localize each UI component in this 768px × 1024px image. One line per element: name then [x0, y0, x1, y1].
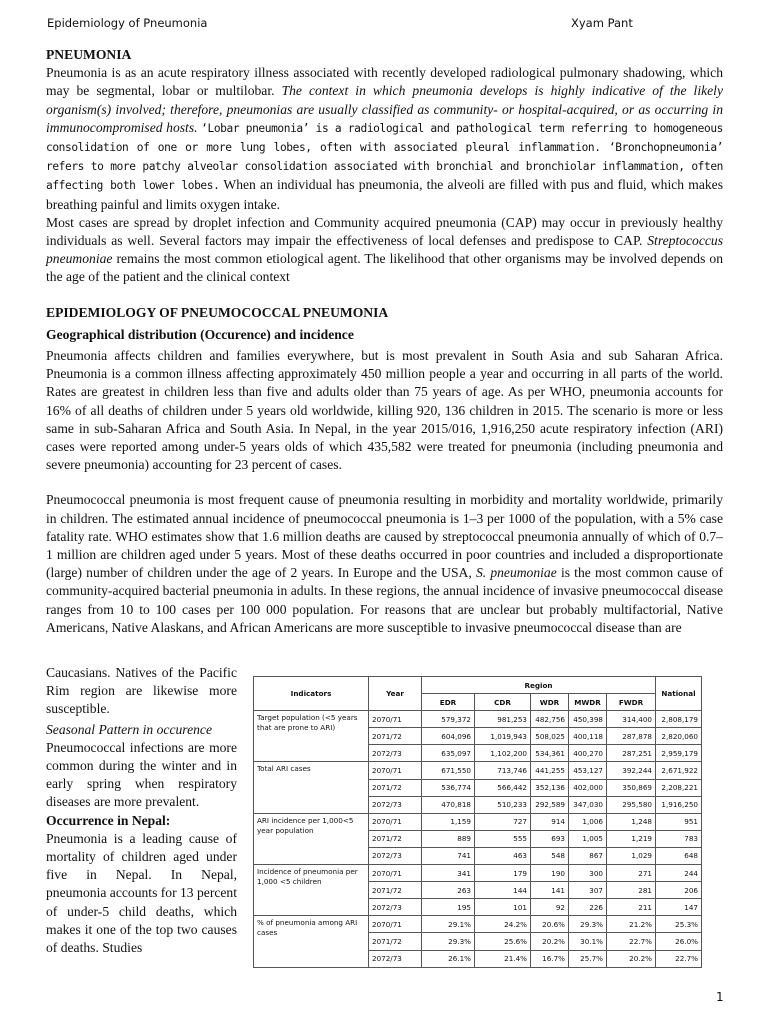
region-value-cell: 25.7% — [569, 950, 607, 967]
running-header-title: Epidemiology of Pneumonia — [47, 16, 208, 30]
column-header-wdr: WDR — [531, 694, 569, 711]
year-cell: 2070/71 — [369, 762, 422, 779]
paragraph-pneumococcal — [46, 491, 723, 637]
region-value-cell: 889 — [422, 830, 475, 847]
region-value-cell: 450,398 — [569, 711, 607, 728]
region-value-cell: 21.2% — [607, 916, 656, 933]
region-value-cell: 555 — [475, 830, 531, 847]
indicator-cell: % of pneumonia among ARI cases — [254, 916, 369, 967]
lobar-bronchopneumonia-text: ‘Lobar pneumonia’ is a radiological and pathological term referring to homogeneous consolidation of one or more lung lobes, often with associated pleural inflammation. ‘Bronchopneumonia’ refers to more patchy alveolar consolidation associated with bronchial and bronchiolar inflammation, often affecting both lower lobes. — [46, 121, 723, 193]
definition-italic-text: The context in which pneumonia develops is highly indicative of the likely organism(s) involved; therefore, pneumonias are usually classified as community- or hospital-acquired, or as occurring in immunocompromised hosts. — [46, 83, 723, 135]
region-value-cell: 307 — [569, 882, 607, 899]
left-column-text — [46, 664, 237, 957]
region-value-cell: 144 — [475, 882, 531, 899]
region-value-cell: 26.1% — [422, 950, 475, 967]
region-value-cell: 30.1% — [569, 933, 607, 950]
table-row — [254, 711, 702, 728]
region-value-cell: 347,030 — [569, 796, 607, 813]
national-value-cell: 2,208,221 — [656, 779, 702, 796]
region-value-cell: 463 — [475, 847, 531, 864]
column-header-mwdr: MWDR — [569, 694, 607, 711]
table-row — [254, 865, 702, 882]
year-cell: 2070/71 — [369, 813, 422, 830]
region-value-cell: 25.6% — [475, 933, 531, 950]
region-value-cell: 1,029 — [607, 847, 656, 864]
spread-text: Most cases are spread by droplet infection and Community acquired pneumonia (CAP) may occur in previously healthy individuals as well. Several factors may impair the effectiveness of local defenses and predispose to CAP. — [46, 214, 723, 249]
region-value-cell: 350,869 — [607, 779, 656, 796]
indicator-cell: Target population (<5 years that are prone to ARI) — [254, 711, 369, 762]
region-value-cell: 211 — [607, 899, 656, 916]
section-title-epidemiology: EPIDEMIOLOGY OF PNEUMOCOCCAL PNEUMONIA — [46, 304, 389, 320]
spread-text-end: remains the most common etiological agent. The likelihood that other organisms may be involved depends on the age of the patient and the clinical context — [46, 251, 724, 285]
region-value-cell: 20.2% — [531, 933, 569, 950]
year-cell: 2070/71 — [369, 711, 422, 728]
national-value-cell: 26.0% — [656, 933, 702, 950]
paragraph-definition — [46, 64, 723, 214]
paragraph-nepal: Pneumonia is a leading cause of mortality of children aged under five in Nepal. In Nepal, pneumonia accounts for 13 percent of under-5 child deaths, which makes it one of the top two causes of deaths. Studies — [46, 830, 237, 956]
region-value-cell: 22.7% — [607, 933, 656, 950]
region-value-cell: 24.2% — [475, 916, 531, 933]
spacer — [46, 287, 723, 304]
region-value-cell: 190 — [531, 865, 569, 882]
region-value-cell: 402,000 — [569, 779, 607, 796]
national-value-cell: 25.3% — [656, 916, 702, 933]
region-value-cell: 453,127 — [569, 762, 607, 779]
region-value-cell: 1,006 — [569, 813, 607, 830]
indicator-cell: ARI incidence per 1,000<5 year population — [254, 813, 369, 864]
region-value-cell: 92 — [531, 899, 569, 916]
year-cell: 2072/73 — [369, 899, 422, 916]
species-name-short: S. pneumoniae — [475, 565, 557, 581]
year-cell: 2072/73 — [369, 950, 422, 967]
region-value-cell: 314,400 — [607, 711, 656, 728]
column-header-year: Year — [369, 677, 422, 711]
national-value-cell: 244 — [656, 865, 702, 882]
region-value-cell: 482,756 — [531, 711, 569, 728]
paragraph-seasonal: Pneumococcal infections are more common during the winter and in early spring when respiratory diseases are more prevalent. — [46, 739, 237, 810]
region-value-cell: 141 — [531, 882, 569, 899]
column-header-fwdr: FWDR — [607, 694, 656, 711]
definition-text: Pneumonia is as an acute respiratory illness associated with recently developed radiological pulmonary shadowing, which may be segmental, lobar or multilobar. — [46, 65, 723, 99]
region-value-cell: 341 — [422, 865, 475, 882]
region-value-cell: 271 — [607, 865, 656, 882]
year-cell: 2071/72 — [369, 933, 422, 950]
national-value-cell: 2,808,179 — [656, 711, 702, 728]
region-value-cell: 300 — [569, 865, 607, 882]
region-value-cell: 20.2% — [607, 950, 656, 967]
region-value-cell: 548 — [531, 847, 569, 864]
region-value-cell: 914 — [531, 813, 569, 830]
region-value-cell: 441,255 — [531, 762, 569, 779]
region-value-cell: 29.3% — [569, 916, 607, 933]
region-value-cell: 29.3% — [422, 933, 475, 950]
year-cell: 2070/71 — [369, 865, 422, 882]
region-value-cell: 195 — [422, 899, 475, 916]
region-value-cell: 671,550 — [422, 762, 475, 779]
year-cell: 2071/72 — [369, 728, 422, 745]
national-value-cell: 951 — [656, 813, 702, 830]
region-value-cell: 352,136 — [531, 779, 569, 796]
region-value-cell: 292,589 — [531, 796, 569, 813]
region-value-cell: 727 — [475, 813, 531, 830]
region-value-cell: 867 — [569, 847, 607, 864]
region-value-cell: 470,818 — [422, 796, 475, 813]
subsection-title-distribution: Geographical distribution (Occurence) and incidence — [46, 326, 354, 342]
region-value-cell: 579,372 — [422, 711, 475, 728]
ari-statistics-table — [253, 676, 702, 968]
region-value-cell: 287,251 — [607, 745, 656, 762]
paragraph-spread — [46, 214, 723, 287]
region-value-cell: 1,102,200 — [475, 745, 531, 762]
subsection-title-seasonal: Seasonal Pattern in occurence — [46, 721, 212, 737]
column-header-region: Region — [422, 677, 656, 694]
national-value-cell: 2,820,060 — [656, 728, 702, 745]
national-value-cell: 648 — [656, 847, 702, 864]
main-text-block — [46, 46, 723, 637]
region-value-cell: 981,253 — [475, 711, 531, 728]
region-value-cell: 179 — [475, 865, 531, 882]
pneumococcal-text-end: is the most common cause of community-acquired bacterial pneumonia in adults. In these regions, the annual incidence of invasive pneumococcal disease ranges from 10 to 100 cases per 100 000 population. For reasons that are unclear but probably multifactorial, Native Americans, Native Alaskans, and African Americans are more susceptible to invasive pneumococcal disease than are — [46, 565, 723, 635]
spacer — [46, 474, 723, 491]
year-cell: 2071/72 — [369, 882, 422, 899]
indicator-cell: Total ARI cases — [254, 762, 369, 813]
region-value-cell: 635,097 — [422, 745, 475, 762]
region-value-cell: 287,878 — [607, 728, 656, 745]
region-value-cell: 29.1% — [422, 916, 475, 933]
region-value-cell: 713,746 — [475, 762, 531, 779]
national-value-cell: 2,671,922 — [656, 762, 702, 779]
region-value-cell: 510,233 — [475, 796, 531, 813]
region-value-cell: 534,361 — [531, 745, 569, 762]
region-value-cell: 295,580 — [607, 796, 656, 813]
table-body — [254, 711, 702, 967]
subsection-title-nepal: Occurrence in Nepal: — [46, 812, 171, 828]
region-value-cell: 101 — [475, 899, 531, 916]
region-value-cell: 226 — [569, 899, 607, 916]
year-cell: 2071/72 — [369, 779, 422, 796]
page-number: 1 — [716, 990, 724, 1004]
species-name: Streptococcus pneumoniae — [46, 233, 723, 267]
indicator-cell: Incidence of pneumonia per 1,000 <5 children — [254, 865, 369, 916]
region-value-cell: 400,270 — [569, 745, 607, 762]
region-value-cell: 566,442 — [475, 779, 531, 796]
region-value-cell: 1,005 — [569, 830, 607, 847]
table-row — [254, 916, 702, 933]
region-value-cell: 1,219 — [607, 830, 656, 847]
pneumococcal-text: Pneumococcal pneumonia is most frequent cause of pneumonia resulting in morbidity and mortality worldwide, primarily in children. The estimated annual incidence of pneumococcal pneumonia is 1–3 per 1000 of the population, with a 5% case fatality rate. WHO estimates show that 1.6 million deaths are caused by streptococcal pneumonia annually of which of 0.7–1 million are children aged under 5 years. Most of these deaths occurred in poor countries and included a disproportionate (large) number of children under the age of 2 years. In Europe and the USA, — [46, 492, 723, 581]
national-value-cell: 147 — [656, 899, 702, 916]
column-header-cdr: CDR — [475, 694, 531, 711]
region-value-cell: 281 — [607, 882, 656, 899]
region-value-cell: 741 — [422, 847, 475, 864]
alveoli-text: When an individual has pneumonia, the alveoli are filled with pus and fluid, which makes breathing painful and limits oxygen intake. — [46, 177, 723, 212]
region-value-cell: 20.6% — [531, 916, 569, 933]
year-cell: 2071/72 — [369, 830, 422, 847]
national-value-cell: 1,916,250 — [656, 796, 702, 813]
region-value-cell: 1,019,943 — [475, 728, 531, 745]
table-row — [254, 762, 702, 779]
region-value-cell: 508,025 — [531, 728, 569, 745]
national-value-cell: 206 — [656, 882, 702, 899]
region-value-cell: 604,096 — [422, 728, 475, 745]
national-value-cell: 783 — [656, 830, 702, 847]
running-header-author: Xyam Pant — [571, 16, 633, 30]
national-value-cell: 2,959,179 — [656, 745, 702, 762]
national-value-cell: 22.7% — [656, 950, 702, 967]
region-value-cell: 21.4% — [475, 950, 531, 967]
year-cell: 2072/73 — [369, 847, 422, 864]
column-header-national: National — [656, 677, 702, 711]
region-value-cell: 693 — [531, 830, 569, 847]
paragraph-caucasians: Caucasians. Natives of the Pacific Rim region are likewise more susceptible. — [46, 665, 237, 717]
table-header-row — [254, 677, 702, 694]
column-header-indicators: Indicators — [254, 677, 369, 711]
year-cell: 2070/71 — [369, 916, 422, 933]
year-cell: 2072/73 — [369, 796, 422, 813]
region-value-cell: 263 — [422, 882, 475, 899]
region-value-cell: 16.7% — [531, 950, 569, 967]
table-row — [254, 813, 702, 830]
region-value-cell: 1,159 — [422, 813, 475, 830]
region-value-cell: 536,774 — [422, 779, 475, 796]
region-value-cell: 400,118 — [569, 728, 607, 745]
paragraph-distribution: Pneumonia affects children and families everywhere, but is most prevalent in South Asia and sub Saharan Africa. Pneumonia is a common illness affecting approximately 450 million people a year and occurring in all parts of the world. Rates are greatest in children less than five and adults older than 75 years of age. As per WHO, pneumonia accounts for 16% of all deaths of children under 5 years old worldwide, killing 920, 136 children in 2015. The scenario is more or less same in sub-Saharan Africa and South Asia. In Nepal, in the year 2015/016, 1,916,250 acute respiratory infection (ARI) cases were reported among under-5 years olds of which 435,582 were treated for pneumonia (including pneumonia and severe pneumonia) accounting for 23 percent of cases. — [46, 348, 723, 473]
column-header-edr: EDR — [422, 694, 475, 711]
section-title-pneumonia: PNEUMONIA — [46, 47, 132, 62]
year-cell: 2072/73 — [369, 745, 422, 762]
region-value-cell: 1,248 — [607, 813, 656, 830]
region-value-cell: 392,244 — [607, 762, 656, 779]
